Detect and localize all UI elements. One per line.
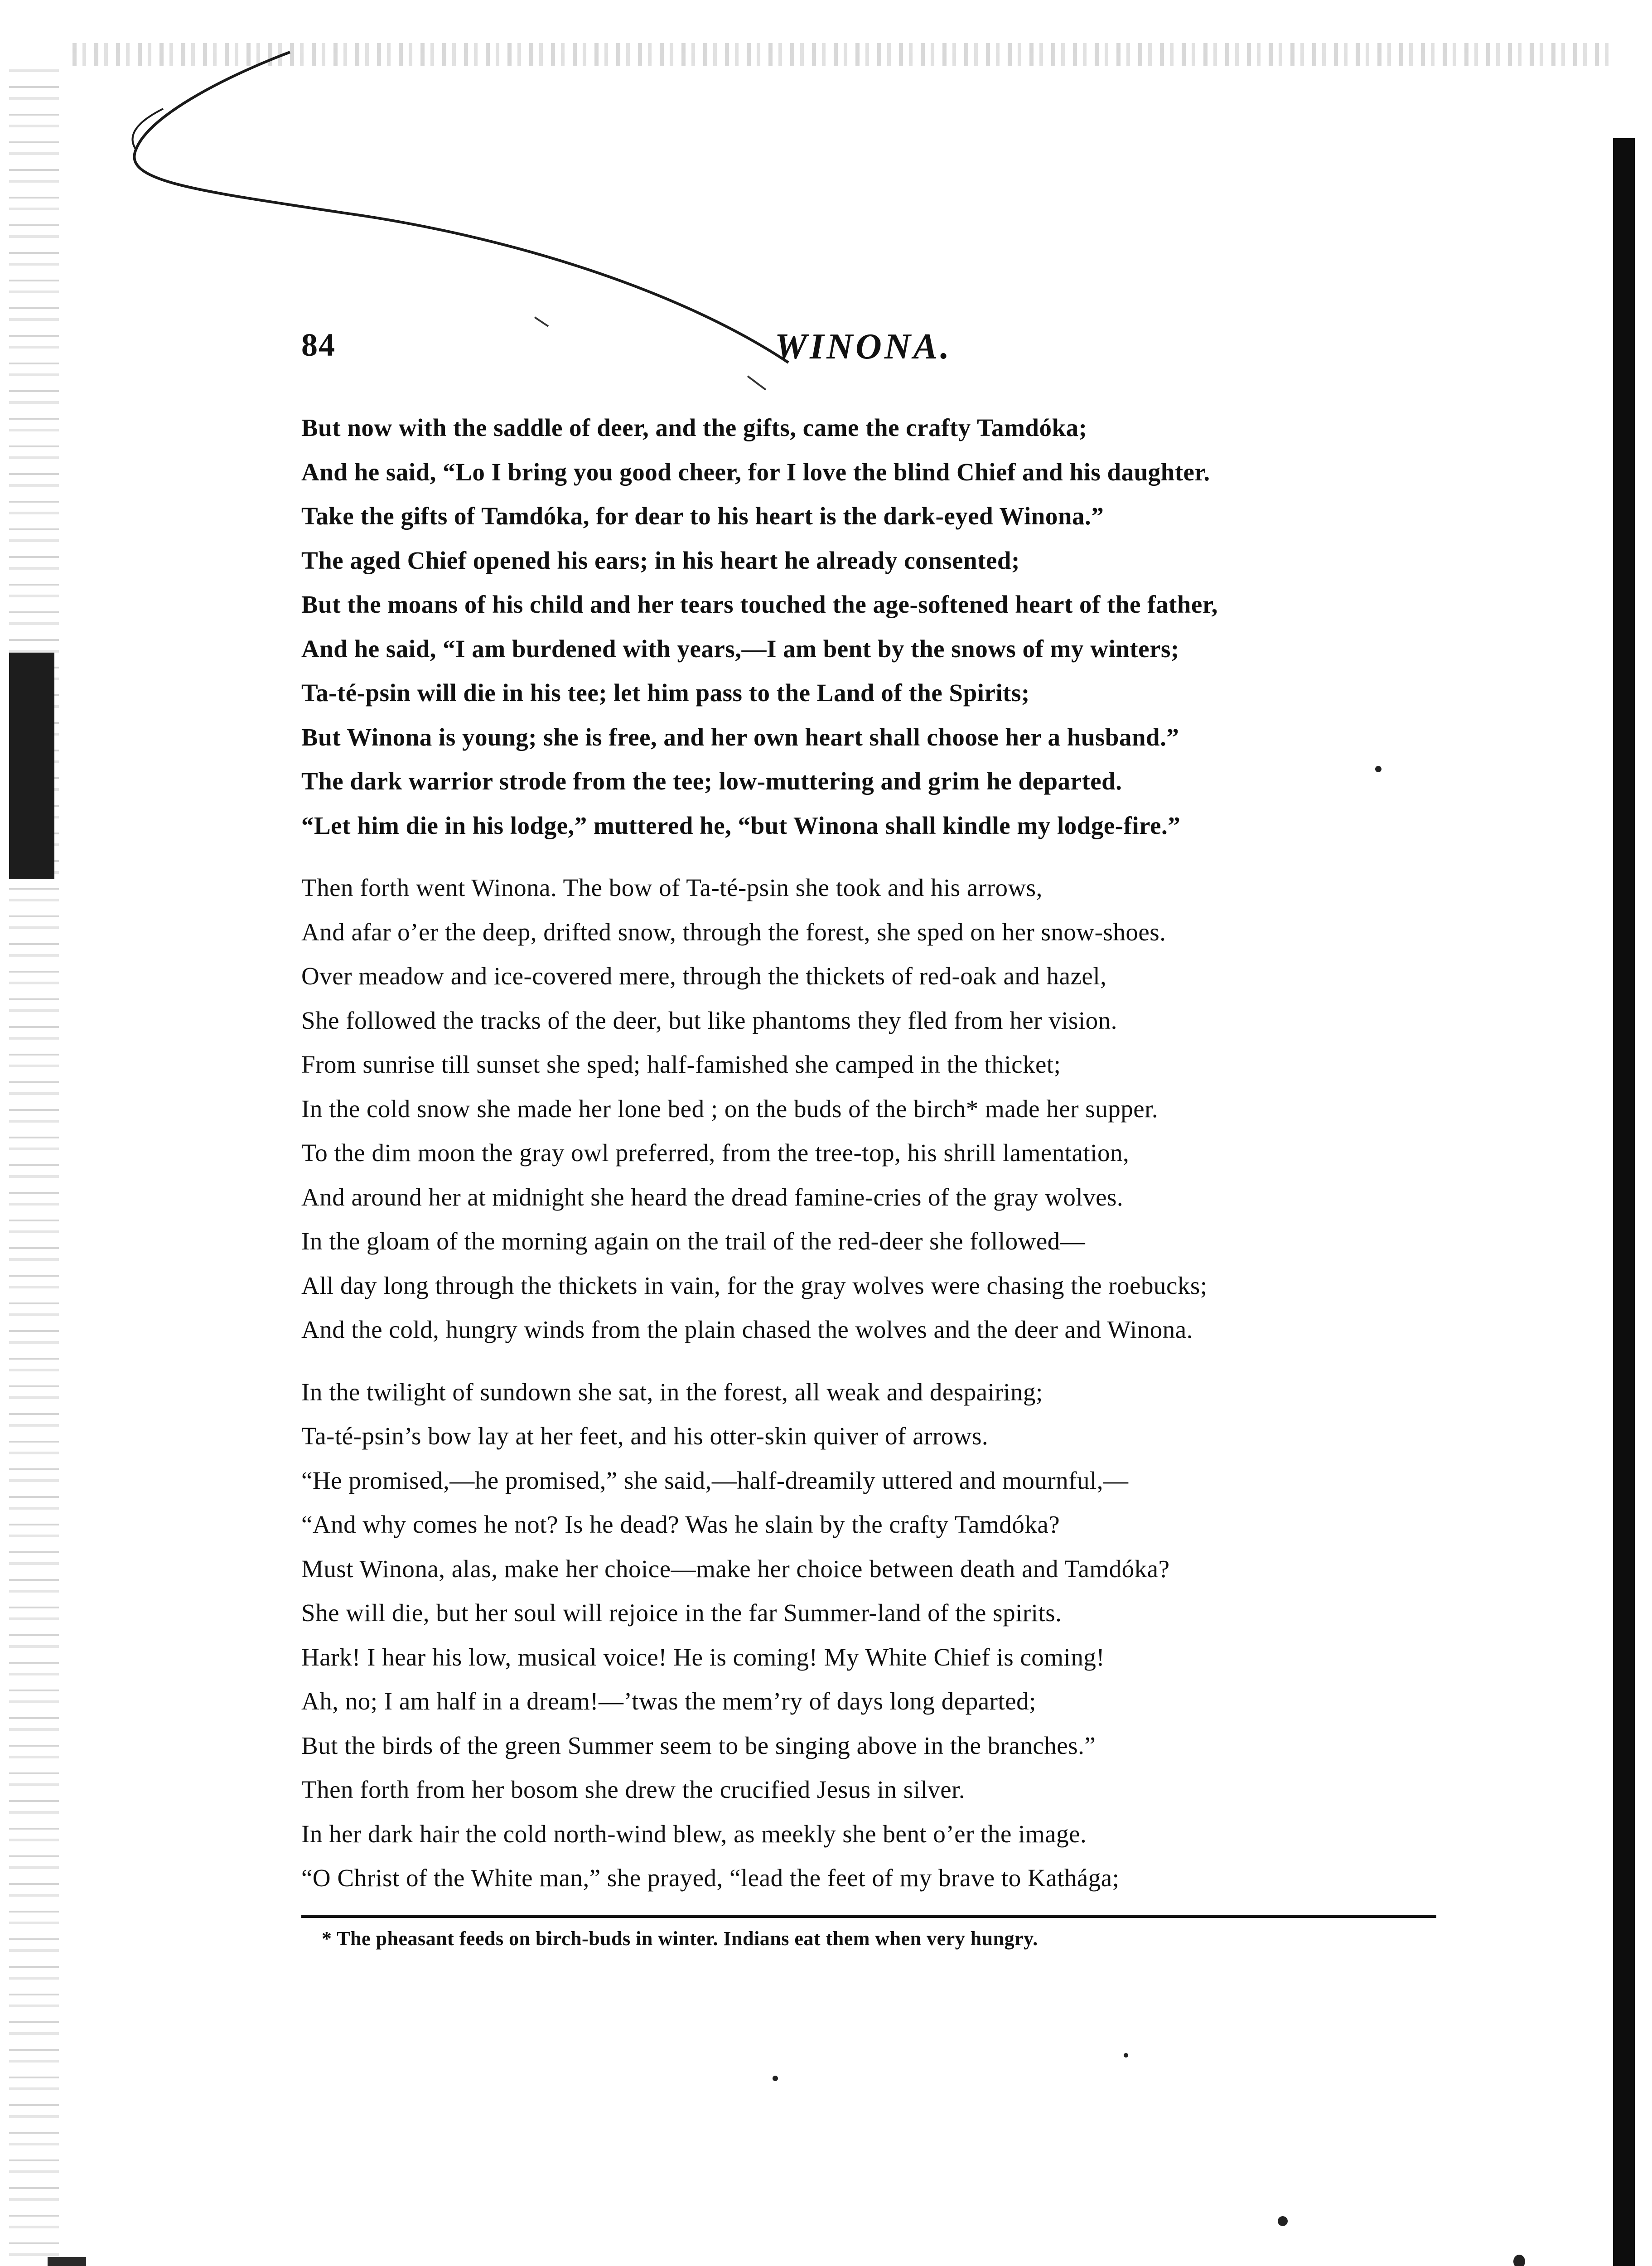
verse-line: She followed the tracks of the deer, but like phantoms they fled from her vision. [301, 1006, 1117, 1034]
verse-line: Over meadow and ice-covered mere, through the thickets of red-oak and hazel, [301, 962, 1107, 990]
verse-line: “He promised,—he promised,” she said,—half-dreamily uttered and mournful,— [301, 1466, 1129, 1494]
verse-line: In her dark hair the cold north-wind blew, as meekly she bent o’er the image. [301, 1820, 1087, 1848]
footnote-rule [301, 1915, 1436, 1918]
verse-line: And around her at midnight she heard the dread famine-cries of the gray wolves. [301, 1183, 1124, 1211]
verse-line: But the moans of his child and her tears touched the age-softened heart of the father, [301, 591, 1218, 618]
stanza [301, 406, 1461, 847]
verse-line: Ah, no; I am half in a dream!—’twas the mem’ry of days long departed; [301, 1687, 1036, 1715]
verse-line: From sunrise till sunset she sped; half-famished she camped in the thicket; [301, 1051, 1061, 1078]
scan-shadow-left-bottom [48, 2257, 86, 2266]
verse-line: All day long through the thickets in vain, for the gray wolves were chasing the roebucks; [301, 1271, 1208, 1299]
verse-line: “And why comes he not? Is he dead? Was he slain by the crafty Tamdóka? [301, 1511, 1060, 1538]
scan-shadow-left [9, 653, 54, 879]
verse-line: Must Winona, alas, make her choice—make her choice between death and Tamdóka? [301, 1554, 1170, 1583]
verse-line: Ta-té-psin’s bow lay at her feet, and his otter-skin quiver of arrows. [301, 1422, 989, 1450]
verse-line: Take the gifts of Tamdóka, for dear to his heart is the dark-eyed Winona.” [301, 502, 1104, 530]
verse-line: The dark warrior strode from the tee; low-muttering and grim he departed. [301, 767, 1122, 795]
scan-speck [1375, 766, 1381, 772]
stanza [301, 1370, 1461, 1900]
verse-line: In the cold snow she made her lone bed ; on the buds of the birch* made her supper. [301, 1094, 1159, 1123]
scan-speck [1513, 2255, 1525, 2266]
verse-line: Hark! I hear his low, musical voice! He is coming! My White Chief is coming! [301, 1643, 1105, 1671]
verse-line: “O Christ of the White man,” she prayed, “lead the feet of my brave to Kathága; [301, 1864, 1120, 1892]
scan-speck [1278, 2216, 1288, 2226]
verse-line: To the dim moon the gray owl preferred, from the tree-top, his shrill lamentation, [301, 1139, 1130, 1167]
verse-line: In the gloam of the morning again on the trail of the red-deer she followed— [301, 1227, 1086, 1255]
verse-line: And afar o’er the deep, drifted snow, through the forest, she sped on her snow-shoes. [301, 918, 1166, 946]
scan-speck [773, 2076, 778, 2081]
verse-line: In the twilight of sundown she sat, in the forest, all weak and despairing; [301, 1378, 1043, 1406]
verse-line: Ta-té-psin will die in his tee; let him pass to the Land of the Spirits; [301, 679, 1030, 707]
verse-line: But the birds of the green Summer seem to be singing above in the branches.” [301, 1731, 1096, 1759]
running-title: WINONA. [775, 327, 952, 367]
verse-line: “Let him die in his lodge,” muttered he, “but Winona shall kindle my lodge-fire.” [301, 811, 1181, 839]
verse-line: But Winona is young; she is free, and her own heart shall choose her a husband.” [301, 723, 1179, 751]
running-head [301, 326, 1479, 376]
verse-line: And he said, “I am burdened with years,—I am bent by the snows of my winters; [301, 634, 1179, 663]
verse-line: Then forth went Winona. The bow of Ta-té-psin she took and his arrows, [301, 874, 1043, 901]
poem-text [301, 406, 1461, 1900]
scan-edge-right [1613, 138, 1635, 2266]
verse-line: Then forth from her bosom she drew the crucified Jesus in silver. [301, 1776, 966, 1803]
scan-speck [1124, 2053, 1128, 2058]
verse-line: And the cold, hungry winds from the plain chased the wolves and the deer and Winona. [301, 1316, 1193, 1343]
footnote: * The pheasant feeds on birch-buds in winter. Indians eat them when very hungry. [322, 1927, 1038, 1950]
page-number: 84 [301, 327, 336, 363]
verse-line: But now with the saddle of deer, and the gifts, came the crafty Tamdóka; [301, 414, 1087, 441]
stanza [301, 866, 1461, 1352]
verse-line: And he said, “Lo I bring you good cheer, for I love the blind Chief and his daughter. [301, 458, 1210, 486]
verse-line: She will die, but her soul will rejoice in the far Summer-land of the spirits. [301, 1599, 1062, 1627]
verse-line: The aged Chief opened his ears; in his heart he already consented; [301, 546, 1020, 574]
